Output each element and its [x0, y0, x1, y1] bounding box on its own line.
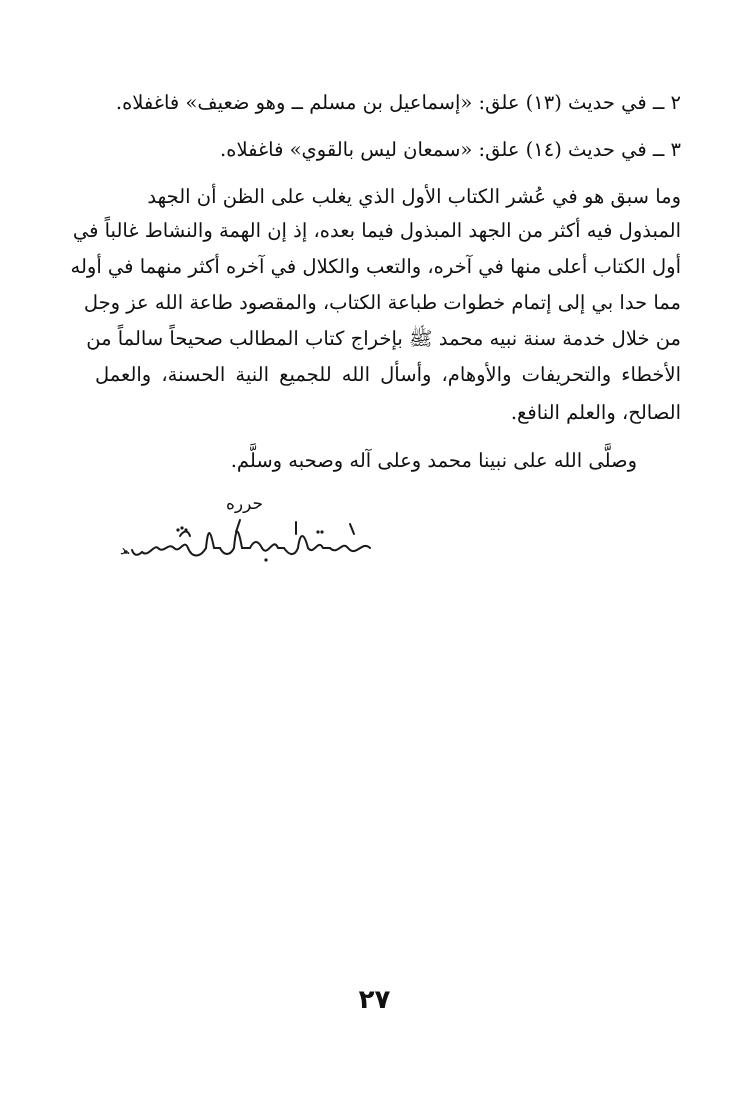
closing-prayer: وصلَّى الله على نبينا محمد وعلى آله وصحبه وسلَّم. — [230, 449, 637, 472]
note-item-3: ٣ ــ في حديث (١٤) علق: «سمعان ليس بالقوي» فاغفلاه. — [220, 138, 681, 161]
author-signature — [118, 518, 378, 566]
paragraph-line-5: من خلال خدمة سنة نبيه محمد ﷺ بإخراج كتاب المطالب صحيحاً سالماً من — [86, 327, 681, 350]
paragraph-line-2: المبذول فيه أكثر من الجهد المبذول فيما بعده، إذ إن الهمة والنشاط غالباً في — [72, 219, 681, 242]
note-item-2: ٢ ــ في حديث (١٣) علق: «إسماعيل بن مسلم ــ وهو ضعيف» فاغفلاه. — [115, 91, 681, 114]
paragraph-line-1: وما سبق هو في عُشر الكتاب الأول الذي يغلب على الظن أن الجهد — [147, 185, 681, 208]
paragraph-line-7: الصالح، والعلم النافع. — [510, 401, 681, 424]
signed-by-label: حرره — [226, 494, 264, 514]
paragraph-line-4: مما حدا بي إلى إتمام خطوات طباعة الكتاب، والمقصود طاعة الله عز وجل — [83, 291, 681, 314]
page-number: ٢٧ — [358, 985, 391, 1015]
svg-text:د.: د. — [120, 542, 131, 558]
signature-calligraphy — [118, 518, 378, 566]
paragraph-line-3: أول الكتاب أعلى منها في آخره، والتعب والكلال في آخره أكثر منهما في أوله — [70, 255, 681, 278]
paragraph-line-6: الأخطاء والتحريفات والأوهام، وأسأل الله للجميع النية الحسنة، والعمل — [95, 363, 681, 386]
